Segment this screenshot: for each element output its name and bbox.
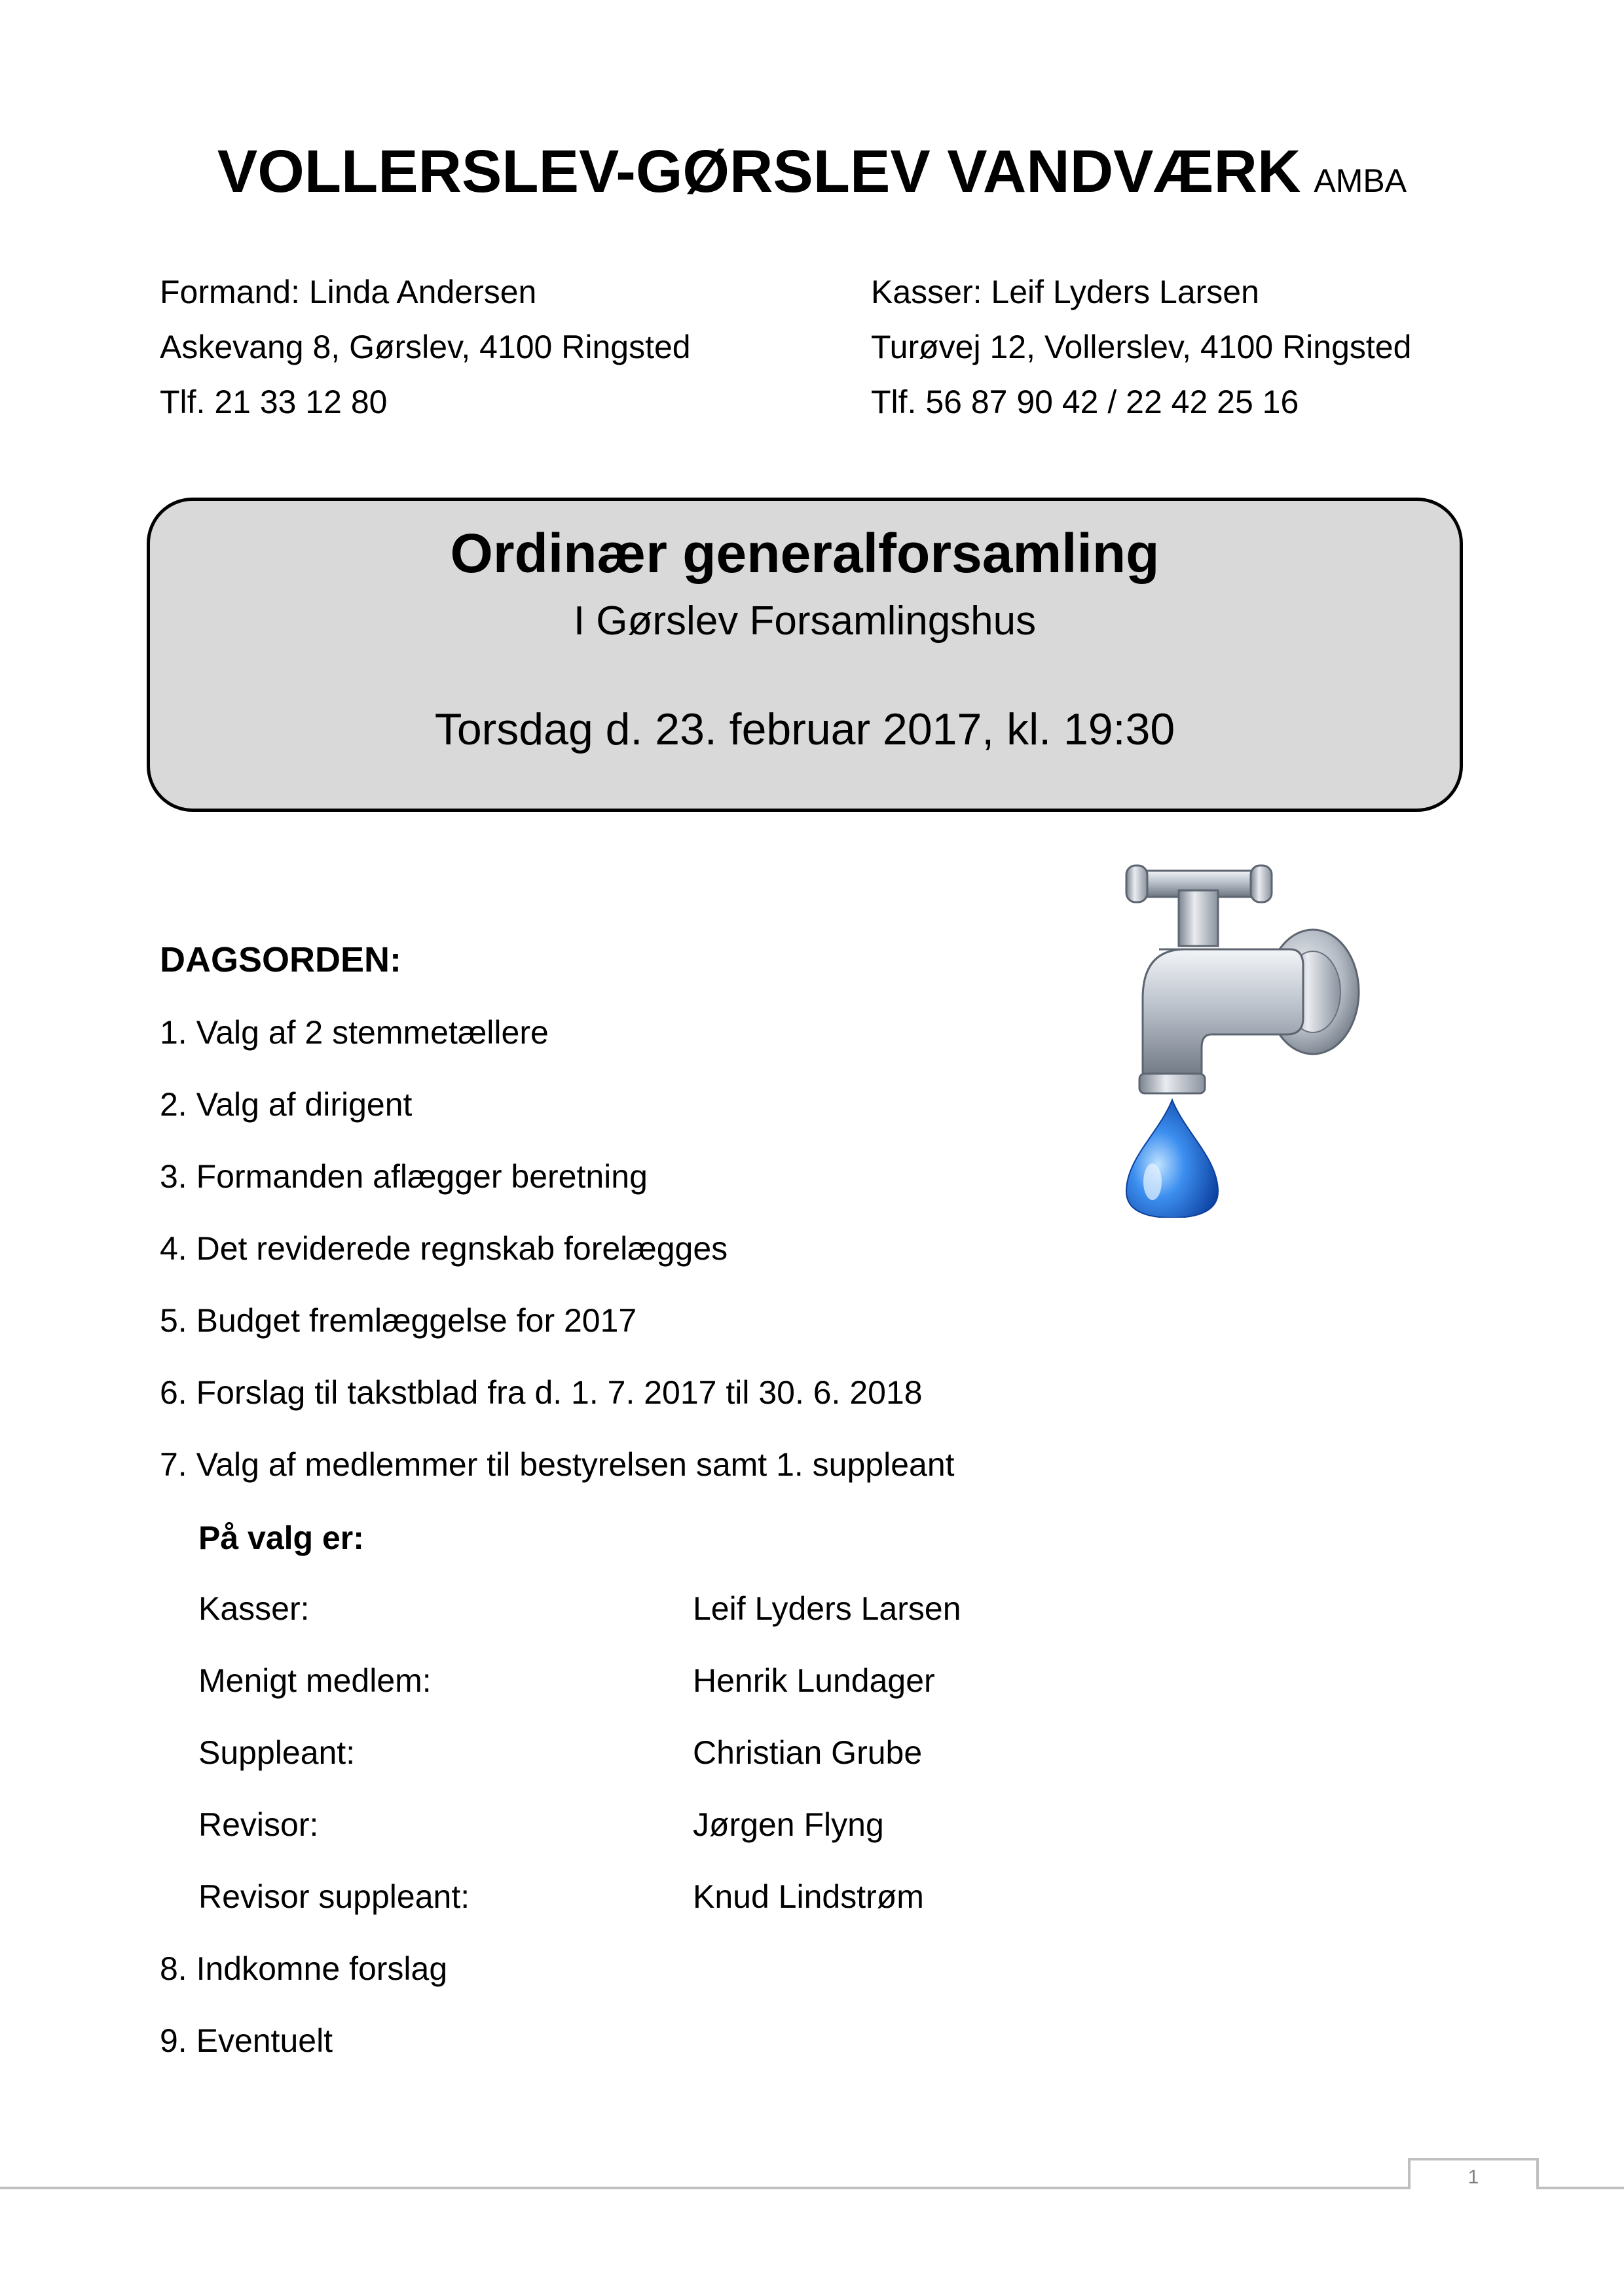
- agenda-item: 6. Forslag til takstblad fra d. 1. 7. 2017 til 30. 6. 2018: [160, 1374, 923, 1411]
- election-role: Kasser:: [198, 1590, 310, 1627]
- election-role: Suppleant:: [198, 1734, 356, 1771]
- agenda-item: 2. Valg af dirigent: [160, 1086, 413, 1123]
- election-name: Jørgen Flyng: [693, 1806, 884, 1843]
- meeting-date: Torsdag d. 23. februar 2017, kl. 19:30: [434, 704, 1175, 754]
- page-number: 1: [1408, 2158, 1539, 2189]
- page-title: [0, 137, 1624, 206]
- agenda-item: 4. Det reviderede regnskab forelægges: [160, 1230, 728, 1267]
- footer-divider: [0, 2187, 1624, 2189]
- election-role: Revisor suppleant:: [198, 1878, 470, 1915]
- treasurer-phone: Tlf. 56 87 90 42 / 22 42 25 16: [871, 384, 1299, 420]
- election-name: Leif Lyders Larsen: [693, 1590, 961, 1627]
- water-tap-icon: [1087, 851, 1375, 1218]
- company-name: VOLLERSLEV-GØRSLEV VANDVÆRK: [217, 138, 1301, 205]
- election-role: Menigt medlem:: [198, 1662, 432, 1699]
- meeting-box: [147, 498, 1463, 812]
- company-suffix: AMBA: [1314, 162, 1407, 199]
- meeting-venue: I Gørslev Forsamlingshus: [573, 598, 1037, 644]
- election-name: Knud Lindstrøm: [693, 1878, 924, 1915]
- treasurer-name: Kasser: Leif Lyders Larsen: [871, 274, 1259, 310]
- agenda-item: 3. Formanden aflægger beretning: [160, 1158, 648, 1195]
- election-name: Henrik Lundager: [693, 1662, 935, 1699]
- election-heading: På valg er:: [198, 1520, 364, 1556]
- chairman-phone: Tlf. 21 33 12 80: [160, 384, 388, 420]
- chairman-contact: [160, 264, 691, 429]
- treasurer-contact: [871, 264, 1411, 429]
- chairman-name: Formand: Linda Andersen: [160, 274, 537, 310]
- agenda-item: 9. Eventuelt: [160, 2022, 333, 2059]
- agenda-item: 7. Valg af medlemmer til bestyrelsen samt 1. suppleant: [160, 1446, 955, 1483]
- election-role: Revisor:: [198, 1806, 319, 1843]
- agenda-heading: DAGSORDEN:: [160, 940, 402, 979]
- agenda-item: 1. Valg af 2 stemmetællere: [160, 1014, 549, 1051]
- treasurer-address: Turøvej 12, Vollerslev, 4100 Ringsted: [871, 329, 1412, 365]
- agenda-item: 5. Budget fremlæggelse for 2017: [160, 1302, 637, 1339]
- election-name: Christian Grube: [693, 1734, 923, 1771]
- meeting-heading: Ordinær generalforsamling: [450, 522, 1160, 584]
- agenda-item: 8. Indkomne forslag: [160, 1950, 448, 1987]
- chairman-address: Askevang 8, Gørslev, 4100 Ringsted: [160, 329, 691, 365]
